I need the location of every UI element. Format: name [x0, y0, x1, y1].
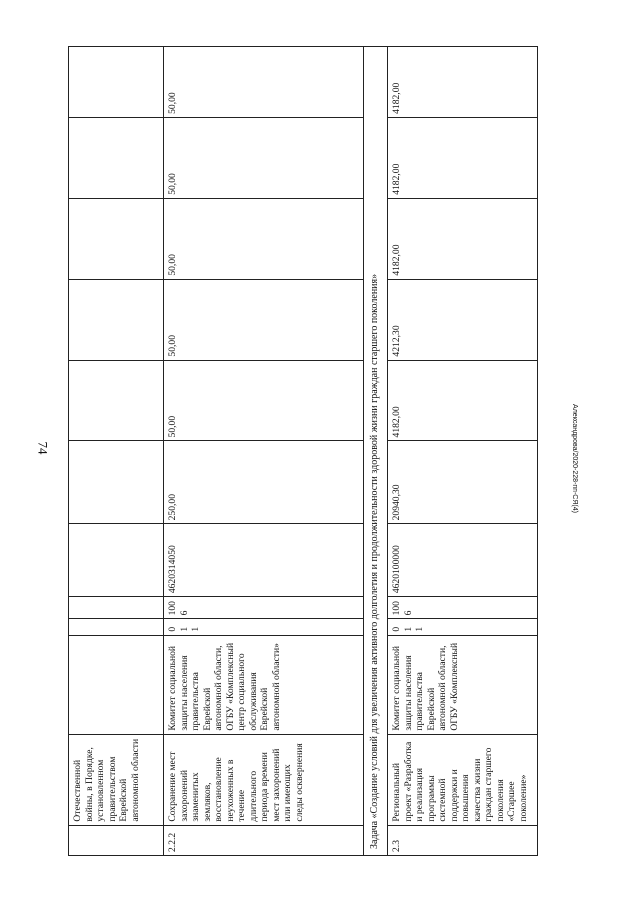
row-value	[69, 117, 164, 198]
row-value	[69, 441, 164, 524]
row-value: 50,00	[164, 198, 364, 279]
table-row	[164, 47, 364, 856]
row-value: 4182,00	[388, 47, 538, 118]
row-value: 50,00	[164, 47, 364, 118]
row-executor: Комитет социальной защиты населения правительства Еврейской автономной области, ОГБУ «Комплексный	[388, 635, 538, 734]
row-name: Региональный проект «Разработка и реализация программы системной поддержки и повышения качества жизни граждан старшего поколения «Старшее поколение»	[388, 734, 538, 825]
row-rz	[69, 597, 164, 619]
budget-table	[68, 46, 538, 856]
row-name: Отечественной войны, в Порядке, установленном правительством Еврейской автономной области	[69, 734, 164, 825]
table-row	[388, 47, 538, 856]
task-heading: Задача «Создание условий для увеличения активного долголетия и продолжительности здоровой жизни граждан старшего поколения»	[364, 47, 388, 856]
row-grbs	[69, 619, 164, 635]
row-executor	[69, 635, 164, 734]
row-grbs: 011	[164, 619, 364, 635]
row-value: 4182,00	[388, 117, 538, 198]
document-id: Александрова/2020-228-пп-СЯ(4)	[570, 404, 578, 513]
row-csr	[69, 524, 164, 597]
row-value	[69, 198, 164, 279]
row-value: 20940,30	[388, 441, 538, 524]
row-id: 2.3	[388, 825, 538, 855]
row-value	[69, 360, 164, 441]
row-value	[69, 47, 164, 118]
row-rz: 1006	[164, 597, 364, 619]
row-executor: Комитет социальной защиты населения правительства Еврейской автономной области, ОГБУ «Комплексный центр социального обслуживания Еврейской автономной области»	[164, 635, 364, 734]
row-value: 4182,00	[388, 198, 538, 279]
row-name: Сохранение мест захоронений знаменитых земляков, восстановление неухоженных в течение длительного периода времени мест захоронений или имеющих следы осквернения	[164, 734, 364, 825]
row-id	[69, 825, 164, 855]
row-value: 50,00	[164, 117, 364, 198]
row-id: 2.2.2	[164, 825, 364, 855]
row-value: 50,00	[164, 360, 364, 441]
rotated-table-container	[68, 46, 548, 856]
row-value: 250,00	[164, 441, 364, 524]
row-csr: 4620314050	[164, 524, 364, 597]
row-csr: 4620100000	[388, 524, 538, 597]
row-rz: 1006	[388, 597, 538, 619]
row-value: 4182,00	[388, 360, 538, 441]
row-value: 4212,30	[388, 279, 538, 360]
table-row	[69, 47, 164, 856]
row-grbs: 011	[388, 619, 538, 635]
row-value	[69, 279, 164, 360]
page-number: 74	[35, 441, 51, 455]
row-value: 50,00	[164, 279, 364, 360]
task-row	[364, 47, 388, 856]
